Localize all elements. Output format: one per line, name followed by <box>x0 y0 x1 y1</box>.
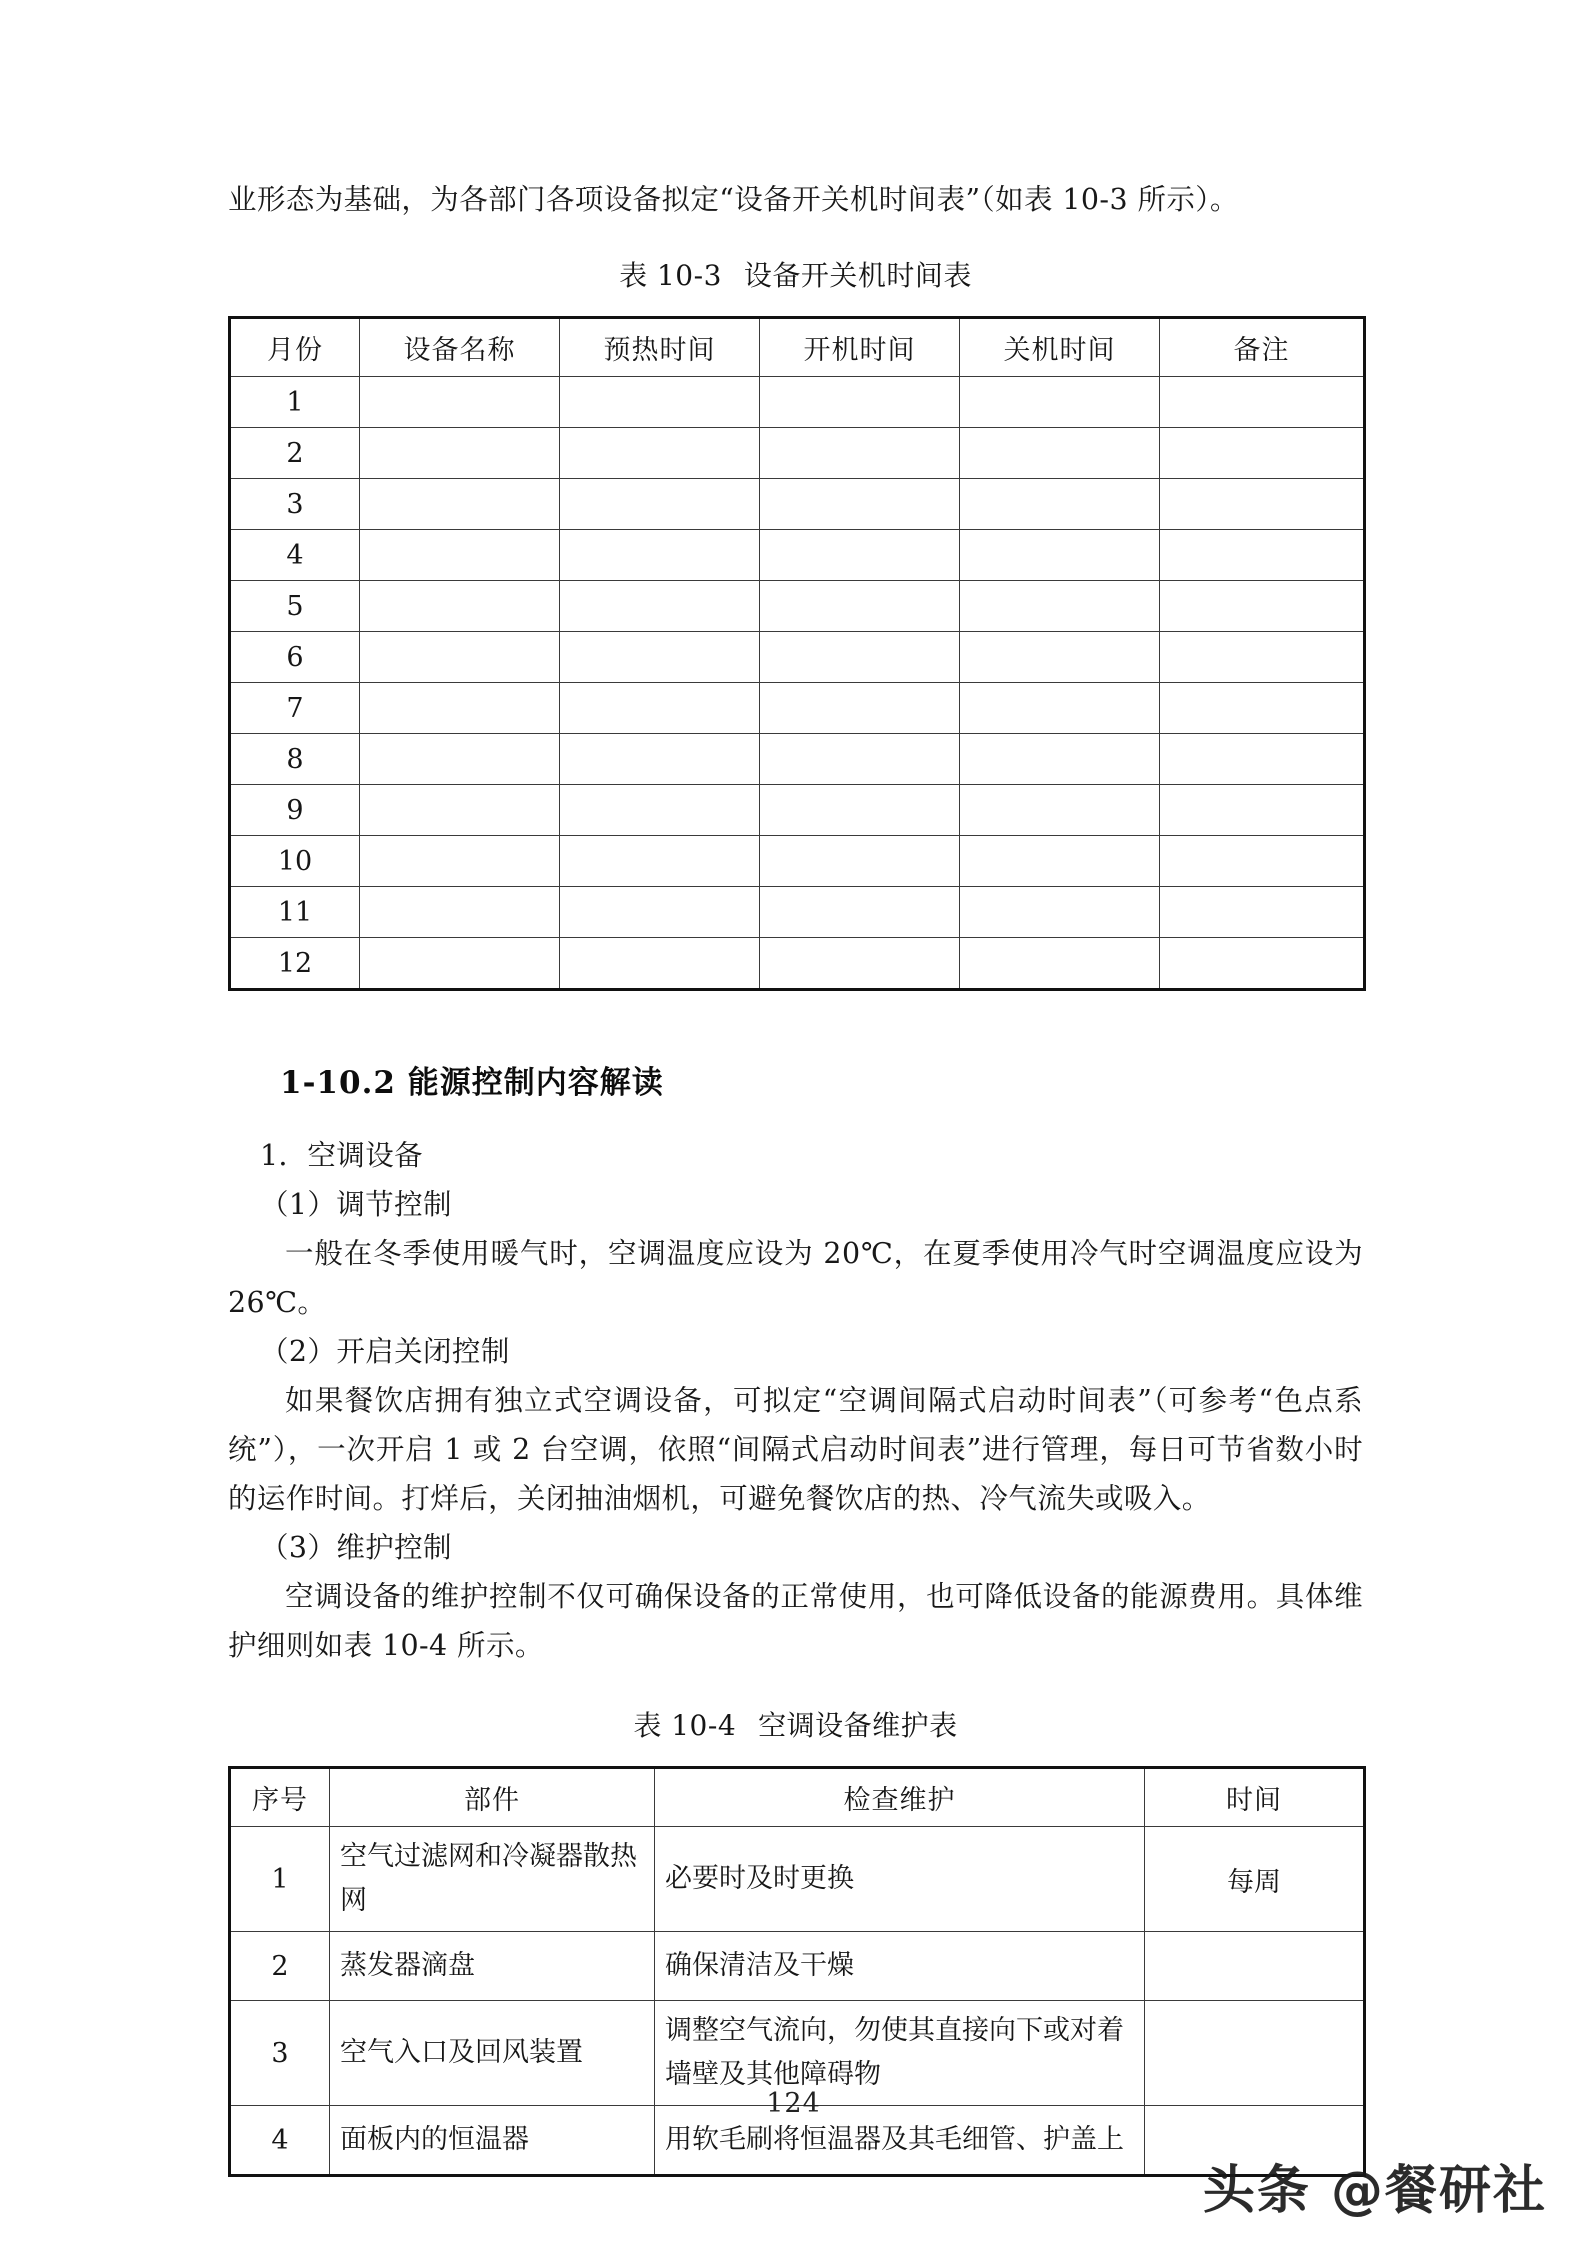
table-10-3-cell-remark <box>1160 785 1365 836</box>
table-10-3-cell-preheat <box>560 683 760 734</box>
table-10-3-cell-month: 12 <box>230 938 360 990</box>
table-10-3-cell-power-off <box>960 632 1160 683</box>
item-1-title: 1．空调设备 <box>260 1139 424 1172</box>
table-row <box>230 836 1365 887</box>
table-10-3-header-month: 月份 <box>230 318 360 377</box>
table-header-row <box>230 1768 1365 1827</box>
page-content <box>228 175 1363 2177</box>
table-10-3-cell-power-on <box>760 632 960 683</box>
table-10-3-header-power-off: 关机时间 <box>960 318 1160 377</box>
intro-paragraph: 业形态为基础，为各部门各项设备拟定“设备开关机时间表”（如表 10-3 所示）。 <box>228 183 1239 216</box>
sub-3-text: 空调设备的维护控制不仅可确保设备的正常使用，也可降低设备的能源费用。具体维护细则如表 10-4 所示。 <box>228 1580 1363 1662</box>
table-row <box>230 632 1365 683</box>
table-10-3-cell-remark <box>1160 428 1365 479</box>
sub-2-title: （2）开启关闭控制 <box>260 1335 510 1368</box>
table-10-3-cell-power-off <box>960 479 1160 530</box>
table-10-3-cell-power-on <box>760 683 960 734</box>
table-10-3-cell-month: 4 <box>230 530 360 581</box>
table-10-4-cell-maintenance: 调整空气流向，勿使其直接向下或对着墙壁及其他障碍物 <box>655 2001 1145 2106</box>
table-10-3-cell-power-off <box>960 938 1160 990</box>
watermark: 头条 @餐研社 <box>1202 2161 1547 2221</box>
table-10-4-cell-part: 面板内的恒温器 <box>330 2106 655 2176</box>
table-10-3-cell-month: 6 <box>230 632 360 683</box>
table-10-4-header-time: 时间 <box>1145 1768 1365 1827</box>
table-10-3-caption-label: 表 10-3 <box>619 259 722 292</box>
table-10-3-cell-remark <box>1160 581 1365 632</box>
table-10-4-cell-part: 空气过滤网和冷凝器散热网 <box>330 1827 655 1932</box>
table-10-3-cell-device <box>360 836 560 887</box>
table-row <box>230 734 1365 785</box>
table-10-4-cell-part: 蒸发器滴盘 <box>330 1932 655 2001</box>
table-10-3-cell-power-on <box>760 530 960 581</box>
table-10-3-cell-preheat <box>560 530 760 581</box>
table-10-3-header-remark: 备注 <box>1160 318 1365 377</box>
table-10-3-caption <box>228 254 1363 298</box>
table-10-3-cell-device <box>360 734 560 785</box>
table-10-3-cell-power-on <box>760 377 960 428</box>
table-10-3-cell-month: 3 <box>230 479 360 530</box>
table-10-3-cell-device <box>360 581 560 632</box>
table-10-3-cell-power-off <box>960 428 1160 479</box>
table-row <box>230 1827 1365 1932</box>
table-10-4-cell-time <box>1145 1932 1365 2001</box>
table-10-3-cell-device <box>360 632 560 683</box>
table-10-3-cell-power-off <box>960 785 1160 836</box>
equipment-schedule-table <box>228 316 1366 991</box>
table-10-4-caption-label: 表 10-4 <box>633 1709 737 1742</box>
table-10-3-cell-remark <box>1160 938 1365 990</box>
table-10-3-cell-device <box>360 683 560 734</box>
table-10-3-cell-power-off <box>960 734 1160 785</box>
table-10-3-header-power-on: 开机时间 <box>760 318 960 377</box>
table-10-3-cell-preheat <box>560 479 760 530</box>
table-10-4-cell-maintenance: 必要时及时更换 <box>655 1827 1145 1932</box>
table-10-3-cell-power-off <box>960 836 1160 887</box>
table-10-4-caption-title: 空调设备维护表 <box>758 1709 958 1742</box>
table-10-3-cell-remark <box>1160 734 1365 785</box>
table-row <box>230 377 1365 428</box>
sub-3-title: （3）维护控制 <box>260 1531 452 1564</box>
table-10-3-header-device: 设备名称 <box>360 318 560 377</box>
table-10-4-cell-index: 3 <box>230 2001 330 2106</box>
table-10-3-cell-preheat <box>560 632 760 683</box>
table-10-3-cell-preheat <box>560 377 760 428</box>
table-10-3-cell-device <box>360 938 560 990</box>
table-10-3-cell-power-on <box>760 785 960 836</box>
table-10-3-cell-month: 11 <box>230 887 360 938</box>
table-10-3-cell-month: 9 <box>230 785 360 836</box>
table-10-4-header-maintenance: 检查维护 <box>655 1768 1145 1827</box>
table-10-4-cell-part: 空气入口及回风装置 <box>330 2001 655 2106</box>
table-10-3-cell-device <box>360 428 560 479</box>
sub-1-title: （1）调节控制 <box>260 1188 452 1221</box>
table-10-3-cell-remark <box>1160 683 1365 734</box>
table-row <box>230 887 1365 938</box>
table-10-3-cell-remark <box>1160 479 1365 530</box>
table-10-4-cell-maintenance: 确保清洁及干燥 <box>655 1932 1145 2001</box>
table-10-3-cell-preheat <box>560 785 760 836</box>
table-10-3-header-preheat: 预热时间 <box>560 318 760 377</box>
table-10-3-cell-preheat <box>560 887 760 938</box>
table-10-4-cell-index: 1 <box>230 1827 330 1932</box>
table-10-4-header-index: 序号 <box>230 1768 330 1827</box>
table-header-row <box>230 318 1365 377</box>
page-number: 124 <box>766 2088 821 2119</box>
table-10-3-cell-month: 10 <box>230 836 360 887</box>
table-10-3-cell-month: 1 <box>230 377 360 428</box>
table-10-3-cell-remark <box>1160 377 1365 428</box>
table-10-3-cell-preheat <box>560 581 760 632</box>
table-10-4-cell-maintenance: 用软毛刷将恒温器及其毛细管、护盖上 <box>655 2106 1145 2176</box>
table-10-4-header-part: 部件 <box>330 1768 655 1827</box>
table-10-4-cell-time: 每周 <box>1145 1827 1365 1932</box>
table-10-3-cell-power-on <box>760 938 960 990</box>
table-10-3-cell-preheat <box>560 938 760 990</box>
table-10-3-cell-device <box>360 530 560 581</box>
table-10-3-cell-power-on <box>760 479 960 530</box>
table-10-3-cell-preheat <box>560 734 760 785</box>
table-10-3-cell-power-off <box>960 581 1160 632</box>
table-10-4-caption <box>228 1704 1363 1748</box>
table-10-3-cell-device <box>360 377 560 428</box>
table-row <box>230 1932 1365 2001</box>
table-10-3-cell-power-on <box>760 581 960 632</box>
table-10-3-cell-power-on <box>760 734 960 785</box>
table-10-3-cell-power-off <box>960 530 1160 581</box>
table-10-3-cell-preheat <box>560 428 760 479</box>
table-10-3-cell-power-off <box>960 683 1160 734</box>
table-10-3-cell-power-on <box>760 428 960 479</box>
table-10-3-cell-preheat <box>560 836 760 887</box>
table-10-3-cell-month: 8 <box>230 734 360 785</box>
table-10-3-cell-remark <box>1160 836 1365 887</box>
table-10-3-cell-power-on <box>760 836 960 887</box>
table-row <box>230 683 1365 734</box>
section-heading: 1-10.2 能源控制内容解读 <box>280 1065 664 1101</box>
table-10-3-cell-device <box>360 479 560 530</box>
table-10-3-cell-remark <box>1160 887 1365 938</box>
sub-1-text: 一般在冬季使用暖气时，空调温度应设为 20℃，在夏季使用冷气时空调温度应设为 26℃。 <box>228 1237 1363 1319</box>
sub-2-text: 如果餐饮店拥有独立式空调设备，可拟定“空调间隔式启动时间表”（可参考“色点系统”），一次开启 1 或 2 台空调，依照“间隔式启动时间表”进行管理，每日可节省数小时的运作时间。打烊后，关闭抽油烟机，可避免餐饮店的热、冷气流失或吸入。 <box>228 1384 1363 1515</box>
table-10-4-cell-index: 2 <box>230 1932 330 2001</box>
table-row <box>230 479 1365 530</box>
table-row <box>230 938 1365 990</box>
table-10-3-cell-device <box>360 785 560 836</box>
table-10-3-cell-month: 5 <box>230 581 360 632</box>
table-10-3-cell-remark <box>1160 632 1365 683</box>
table-10-4-body <box>230 1827 1365 2176</box>
table-10-3-cell-power-on <box>760 887 960 938</box>
table-10-3-cell-power-off <box>960 887 1160 938</box>
table-10-3-caption-title: 设备开关机时间表 <box>743 259 972 292</box>
table-10-3-cell-remark <box>1160 530 1365 581</box>
table-row <box>230 785 1365 836</box>
table-row <box>230 428 1365 479</box>
table-10-4-cell-index: 4 <box>230 2106 330 2176</box>
table-10-3-cell-month: 2 <box>230 428 360 479</box>
table-10-3-cell-month: 7 <box>230 683 360 734</box>
table-row <box>230 530 1365 581</box>
table-10-3-body <box>230 377 1365 990</box>
table-10-3-cell-device <box>360 887 560 938</box>
table-row <box>230 581 1365 632</box>
table-10-3-cell-power-off <box>960 377 1160 428</box>
